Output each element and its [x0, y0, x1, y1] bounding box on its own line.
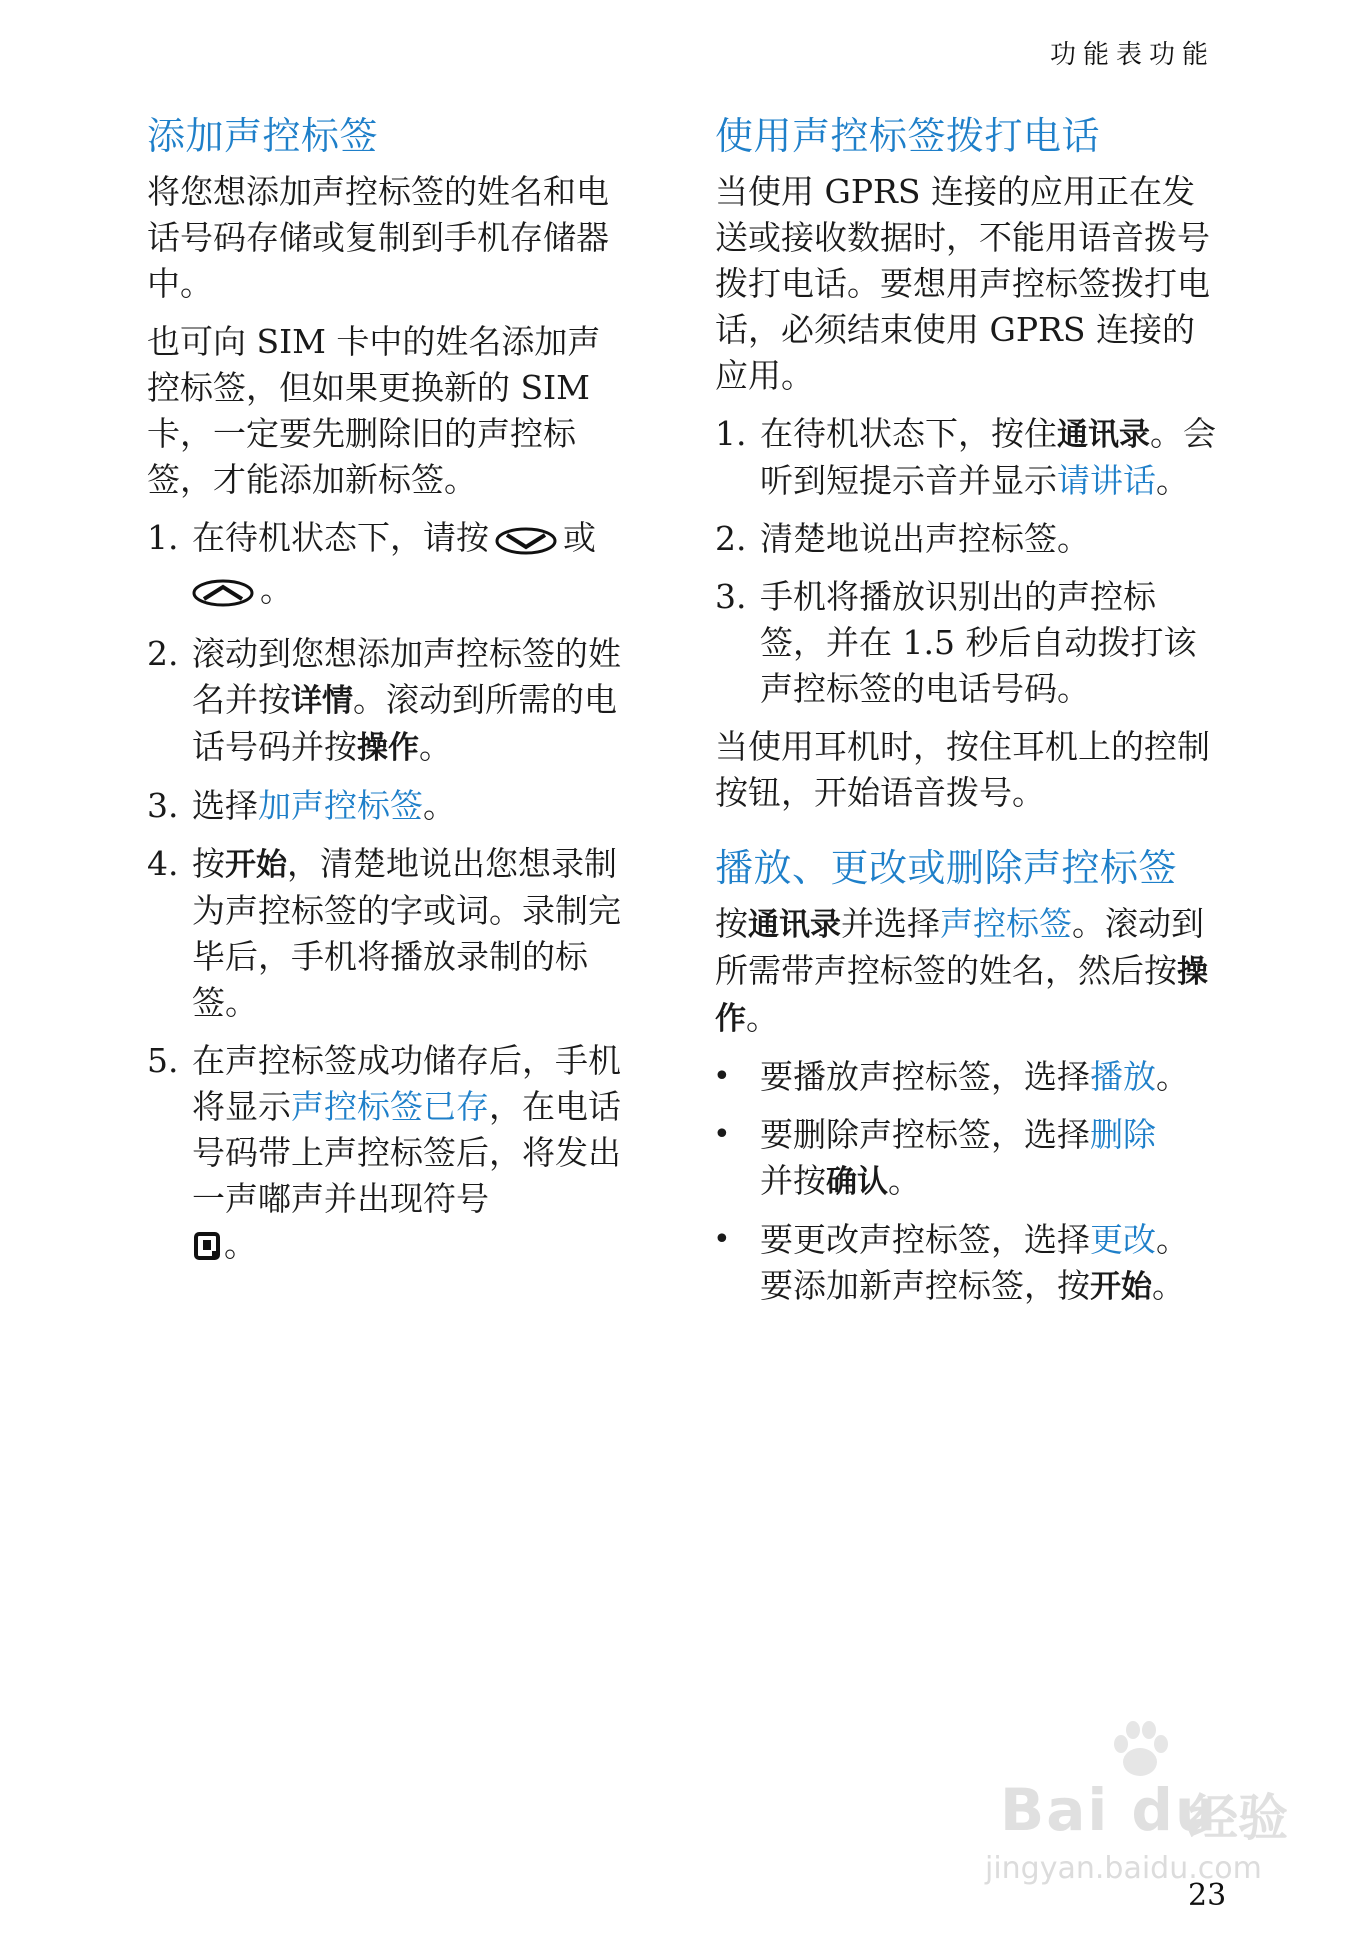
bullet-icon: • — [713, 1222, 731, 1257]
paragraph: 将您想添加声控标签的姓名和电话号码存储或复制到手机存储器中。 — [147, 172, 609, 303]
steps-list — [715, 411, 1220, 712]
step-text: ，在电话号码带上声控标签后，将发出一声嘟声并出现符号 — [192, 1087, 621, 1218]
step-text: 。 — [419, 727, 452, 766]
softkey-label: 操作 — [357, 730, 419, 766]
step-text: 。 — [1156, 461, 1189, 500]
steps-list — [147, 515, 625, 1273]
list-item — [147, 631, 625, 771]
softkey-label: 确认 — [826, 1164, 888, 1200]
menu-option-link: 播放 — [1090, 1057, 1156, 1096]
menu-option-link: 声控标签 — [940, 904, 1072, 943]
step-number: 3. — [715, 577, 747, 616]
step-text: 在待机状态下，按住 — [760, 414, 1057, 453]
step-text: 。滚动到所需的电话号码并按 — [192, 680, 617, 766]
list-item — [715, 1112, 1220, 1205]
step-text: 或 — [563, 518, 596, 557]
list-item — [715, 1054, 1220, 1100]
step-text: 滚动到您想添加声控标签的姓名并按 — [192, 634, 621, 719]
softkey-label: 操作 — [715, 954, 1208, 1037]
list-item — [147, 515, 625, 619]
list-item — [715, 574, 1220, 712]
step-number: 1. — [147, 518, 179, 557]
step-number: 5. — [147, 1041, 179, 1080]
step-text: 按 — [192, 844, 225, 883]
softkey-label: 通讯录 — [1057, 417, 1150, 453]
step-number: 2. — [715, 519, 747, 558]
para-text: 。滚动到所需带声控标签的姓名，然后按 — [715, 904, 1204, 990]
watermark-jingyan: 经验 — [1188, 1789, 1288, 1847]
menu-option-link: 请讲话 — [1057, 461, 1156, 500]
scroll-up-key-icon — [192, 573, 254, 619]
paragraph — [715, 901, 1220, 1042]
step-text: 清楚地说出声控标签。 — [760, 519, 1090, 558]
list-item — [147, 841, 625, 1026]
running-head: 功能表功能 — [1049, 40, 1215, 70]
section-heading-dial-with-voice-tag: 使用声控标签拨打电话 — [715, 114, 1101, 158]
softkey-label: 通讯录 — [748, 907, 841, 943]
watermark-brand: Bai du — [1000, 1776, 1219, 1844]
list-item — [715, 516, 1220, 562]
bullet-icon: • — [713, 1117, 731, 1152]
step-text: 。 — [260, 570, 293, 609]
menu-option-link: 加声控标签 — [258, 786, 423, 825]
baidu-jingyan-watermark — [985, 1716, 1300, 1896]
para-text: 按 — [715, 904, 748, 943]
list-item — [715, 1217, 1220, 1310]
step-text: 选择 — [192, 786, 258, 825]
right-column — [715, 112, 1220, 1322]
bullet-text: 要更改声控标签，选择 — [760, 1220, 1090, 1259]
step-number: 1. — [715, 414, 747, 453]
list-item — [715, 411, 1220, 504]
menu-option-link: 声控标签已存 — [291, 1087, 489, 1126]
voice-tag-icon — [192, 1227, 222, 1273]
bullet-text: 。要添加新声控标签，按 — [760, 1220, 1189, 1305]
bullet-text: 。 — [1156, 1057, 1189, 1096]
section-heading-add-voice-tag: 添加声控标签 — [147, 114, 379, 158]
bullet-text: 要播放声控标签，选择 — [760, 1057, 1090, 1096]
bullet-text: 并按 — [760, 1161, 826, 1200]
para-text: 并选择 — [841, 904, 940, 943]
step-number: 2. — [147, 634, 179, 673]
para-text: 。 — [746, 998, 779, 1037]
step-text: 在声控标签成功储存后，手机将显示 — [192, 1041, 621, 1126]
step-text: 。会听到短提示音并显示 — [760, 414, 1216, 500]
page-number: 23 — [1188, 1878, 1227, 1913]
menu-option-link: 删除 — [1090, 1115, 1156, 1154]
softkey-label: 详情 — [291, 683, 353, 719]
bullet-text: 要删除声控标签，选择 — [760, 1115, 1090, 1154]
section-heading-play-change-delete: 播放、更改或删除声控标签 — [715, 846, 1178, 890]
watermark-url: jingyan.baidu.com — [985, 1851, 1262, 1886]
step-text: 手机将播放识别出的声控标签，并在 1.5 秒后自动拨打该声控标签的电话号码。 — [760, 577, 1197, 708]
paragraph: 当使用 GPRS 连接的应用正在发送或接收数据时，不能用语音拨号拨打电话。要想用声控标签拨打电话，必须结束使用 GPRS 连接的应用。 — [715, 172, 1210, 395]
bullet-text: 。 — [1152, 1266, 1185, 1305]
list-item — [147, 783, 625, 829]
menu-option-link: 更改 — [1090, 1220, 1156, 1259]
step-text: 在待机状态下，请按 — [192, 518, 489, 557]
step-number: 4. — [147, 844, 179, 883]
step-text: 。 — [423, 786, 456, 825]
bullet-list — [715, 1054, 1220, 1310]
softkey-label: 开始 — [1090, 1269, 1152, 1305]
bullet-text: 。 — [888, 1161, 921, 1200]
step-number: 3. — [147, 786, 179, 825]
list-item — [147, 1038, 625, 1273]
softkey-label: 开始 — [225, 847, 287, 883]
scroll-down-key-icon — [495, 521, 557, 567]
bullet-icon: • — [713, 1059, 731, 1094]
paragraph: 也可向 SIM 卡中的姓名添加声控标签，但如果更换新的 SIM 卡，一定要先删除旧的声控标签，才能添加新标签。 — [147, 322, 601, 499]
step-text: 。 — [224, 1225, 257, 1264]
paragraph: 当使用耳机时，按住耳机上的控制按钮，开始语音拨号。 — [715, 727, 1210, 812]
step-text: ，清楚地说出您想录制为声控标签的字或词。录制完毕后，手机将播放录制的标签。 — [192, 844, 621, 1022]
left-column — [147, 112, 625, 1285]
